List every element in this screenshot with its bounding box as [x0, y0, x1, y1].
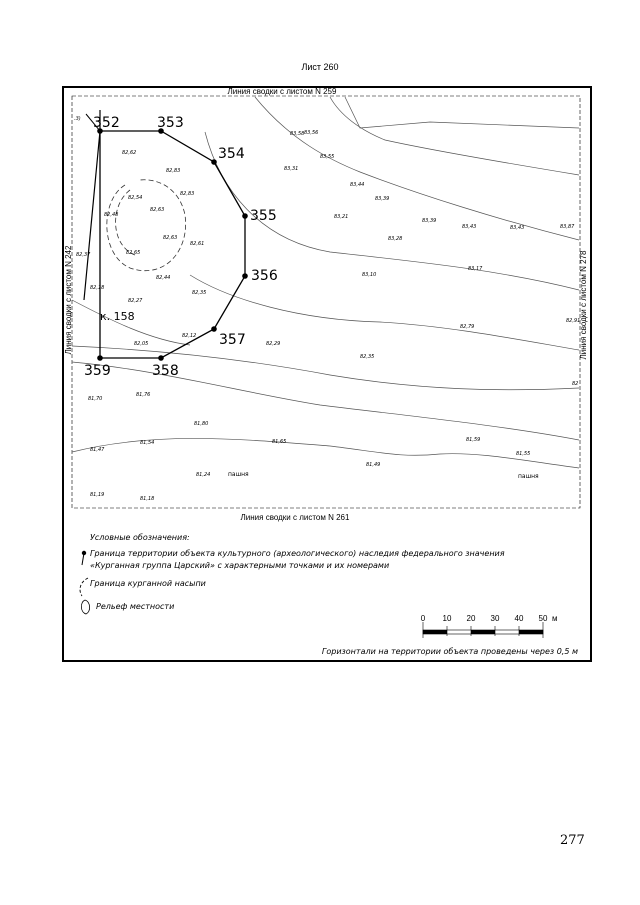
boundary-point-357: [211, 326, 217, 332]
elev-mark: 81,19: [90, 492, 105, 498]
elev-mark: 82,83: [180, 191, 195, 197]
elev-mark: 82,29: [266, 341, 281, 347]
contour-line: [255, 97, 579, 240]
elev-mark: 82,79: [460, 324, 475, 330]
elev-mark: 82,27: [128, 298, 143, 304]
elev-mark: 81,70: [88, 396, 103, 402]
elev-mark: 83,31: [284, 166, 299, 172]
contour-lines: [72, 97, 579, 468]
elev-mark: 83,56: [304, 130, 319, 136]
point-label-357: 357: [219, 332, 246, 348]
kurgan-label: к. 158: [100, 310, 135, 323]
elev-mark: 82,12: [182, 333, 197, 339]
elev-mark: 82,65: [126, 250, 141, 256]
elev-mark: 82,35: [192, 290, 207, 296]
elev-mark: 81,55: [516, 451, 531, 457]
point-label-354: 354: [218, 146, 245, 162]
boundary-left-segment: [84, 131, 100, 300]
elev-mark: 81,65: [272, 439, 287, 445]
field-label: пашня: [228, 471, 249, 478]
sheet-link-left: Линия сводки с листом N 242: [64, 245, 73, 355]
legend-item-boundary-line2: «Курганная группа Царский» с характерными точками и их номерами: [90, 561, 390, 570]
elev-mark: 83,55: [320, 154, 335, 160]
boundary-point-358: [158, 355, 164, 361]
elev-mark: 81,54: [140, 440, 155, 446]
legend-title: Условные обозначения:: [90, 533, 190, 542]
elev-mark: 81,24: [196, 472, 211, 478]
scale-unit: м: [552, 614, 558, 623]
point-label-356: 356: [251, 268, 278, 284]
elev-mark: 82,91: [566, 318, 581, 324]
legend-item-boundary-line1: Граница территории объекта культурного (археологического) наследия федерального значения: [90, 549, 505, 558]
sheet-link-right: Линия сводки с листом N 278: [579, 250, 588, 360]
point-label-352: 352: [93, 115, 120, 131]
contour-line: [72, 346, 579, 390]
elev-mark: 83,43: [510, 225, 525, 231]
elev-mark: 82,61: [190, 241, 205, 247]
boundary-point-355: [242, 213, 248, 219]
point-label-358: 358: [152, 363, 179, 379]
elev-mark: 81,49: [366, 462, 381, 468]
elev-mark: 83,87: [560, 224, 575, 230]
mound-edge-arc: [107, 180, 186, 271]
elev-mark: 83,28: [388, 236, 403, 242]
elev-mark: 83,17: [468, 266, 483, 272]
scale-tick: 0: [420, 614, 426, 623]
terrain-relief-icon: [81, 600, 89, 614]
scale-tick: 20: [466, 614, 476, 623]
scale-tick: 10: [442, 614, 452, 623]
field-label: пашня: [518, 473, 539, 480]
elev-mark: 82,62: [122, 150, 137, 156]
elev-mark: 82,54: [128, 195, 143, 201]
boundary-point-359: [97, 355, 103, 361]
elev-mark: 83,21: [334, 214, 349, 220]
elev-mark: 81,80: [194, 421, 209, 427]
contour-note: Горизонтали на территории объекта проведены через 0,5 м: [321, 647, 578, 656]
elev-mark: 82,63: [163, 235, 178, 241]
elev-mark: 81,18: [140, 496, 155, 502]
legend-item-relief: Рельеф местности: [96, 602, 175, 611]
point-label-355: 355: [250, 208, 277, 224]
elev-mark: 82,48: [104, 212, 119, 218]
boundary-point-356: [242, 273, 248, 279]
scale-tick: 30: [490, 614, 500, 623]
scale-bar: [421, 614, 558, 638]
boundary-point-labels: [84, 115, 281, 379]
mound-edge-icon: [80, 578, 88, 596]
boundary-point-icon: [82, 551, 86, 565]
elev-mark: 83,39: [375, 196, 390, 202]
contour-line: [345, 97, 579, 128]
sheet-title: Лист 260: [301, 62, 339, 72]
elev-mark: 83,43: [462, 224, 477, 230]
contour-line: [330, 97, 579, 175]
elev-mark: 82,37: [76, 252, 91, 258]
point-label-359: 359: [84, 363, 111, 379]
elev-mark: 81,47: [90, 447, 105, 453]
corner-elevation: .3): [74, 116, 81, 122]
elev-mark: 82,63: [150, 207, 165, 213]
boundary-point-354: [211, 159, 217, 165]
elev-mark: 83,58: [290, 131, 305, 137]
scale-tick: 50: [538, 614, 548, 623]
boundary-points: [97, 128, 248, 361]
kurgan-mound-edge: [107, 180, 186, 271]
elev-mark: 82,18: [90, 285, 105, 291]
elev-mark: 81,76: [136, 392, 151, 398]
legend-item-mound: Граница курганной насыпи: [90, 579, 206, 588]
elev-mark: 82,83: [166, 168, 181, 174]
sheet-link-bottom: Линия сводки с листом N 261: [240, 513, 350, 522]
scale-tick: 40: [514, 614, 524, 623]
elev-mark: 83,44: [350, 182, 365, 188]
elev-mark: 82,44: [156, 275, 171, 281]
elev-mark: 82: [572, 381, 579, 387]
elev-mark: 81,59: [466, 437, 481, 443]
elev-mark: 82,05: [134, 341, 149, 347]
elev-mark: 83,39: [422, 218, 437, 224]
contour-line: [190, 275, 579, 350]
point-label-353: 353: [157, 115, 184, 131]
page-number: 277: [560, 833, 585, 848]
contour-line: [72, 362, 579, 440]
elev-mark: 83,10: [362, 272, 377, 278]
elev-mark: 82,35: [360, 354, 375, 360]
sheet-link-top: Линия сводки с листом N 259: [227, 87, 337, 96]
